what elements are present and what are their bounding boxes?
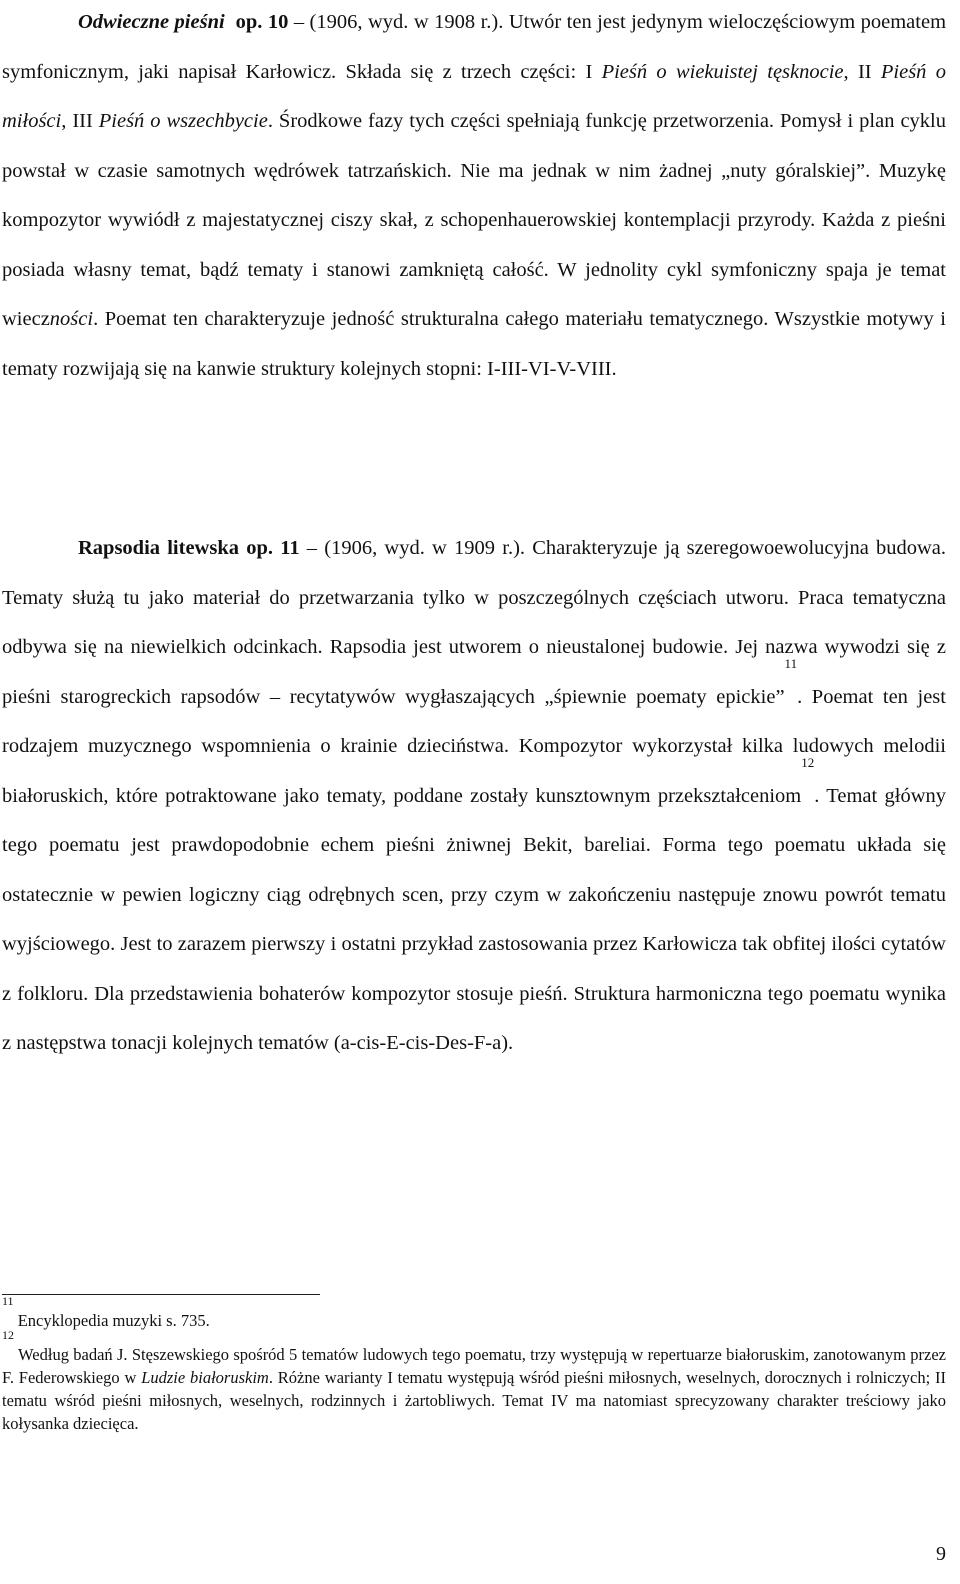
footnote-12-italic-title: Ludzie białoruskim bbox=[141, 1368, 269, 1387]
paragraph1-body-b: . Poemat ten charakteryzuje jedność strukturalna całego materiału tematycznego. Wszystkie motywy i tematy rozwijają się na kanwie struktury kolejnych stopni: I-III-VI-V-VIII. bbox=[2, 308, 946, 380]
paragraph1-sep2: , III bbox=[61, 110, 99, 132]
footnote-12-text-b: . Różne warianty I tematu występują wśród pieśni miłosnych, weselnych, dorocznych i rolniczych; II tematu wśród pieśni miłosnych, weselnych, rodzinnych i żartobliwych. Temat IV ma natomiast sprecyzowany charakter treściowy jako kołysanka dziecięca. bbox=[2, 1368, 946, 1433]
paragraph2-text-a: – (1906, wyd. w 1909 r.). Charakteryzuje ją szeregowoewolucyjna budowa. Tematy służą tu jako materiał do przetwarzania tylko w poszczególnych częściach utworu. Praca tematyczna odbywa się na niewielkich odcinkach. Rapsodia jest utworem o nieustalonej budowie. Jej nazwa wywodzi się z pieśni starogreckich rapsodów – recytatywów wygłaszających „śpiewnie poematy epickie” bbox=[2, 537, 947, 708]
footnote-ref-11[interactable]: 11 bbox=[784, 655, 798, 671]
paragraph2-text-b: . Poemat ten jest rodzajem muzycznego wspomnienia o krainie dzieciństwa. Kompozytor wykorzystał kilka ludowych melodii białoruskich, które potraktowane jako tematy, poddane zostały kunsztownym przekształceniom bbox=[2, 685, 946, 807]
footnote-ref-12[interactable]: 12 bbox=[801, 754, 815, 770]
paragraph2-text-c: . Temat główny tego poematu jest prawdopodobnie echem pieśni żniwnej Bekit, bareliai. Forma tego poematu układa się ostatecznie w pewien logiczny ciąg odrębnych scen, przy czym w zakończeniu następuje znowu powrót tematu wyjściowego. Jest to zarazem pierwszy i ostatni przykład zastosowania przez Karłowicza tak obfitej ilości cytatów z folkloru. Dla przedstawienia bohaterów kompozytor stosuje pieśń. Struktura harmoniczna tego poematu wynika z następstwa tonacji kolejnych tematów (a-cis-E-cis-Des-F-a). bbox=[2, 784, 946, 1054]
footnote-number-11: 11 bbox=[2, 1294, 14, 1308]
paragraph1-body-italic: ności bbox=[49, 308, 94, 330]
page-number: 9 bbox=[936, 1543, 946, 1565]
work-title-rapsodia-litewska: Rapsodia litewska bbox=[78, 537, 239, 559]
opus-number-10: op. 10 bbox=[235, 11, 289, 33]
paragraph1-sep1: , II bbox=[843, 60, 881, 83]
part3-title: Pieśń o wszechbycie bbox=[98, 110, 268, 132]
footnote-number-12: 12 bbox=[2, 1328, 14, 1342]
footnote-12-text-a: Według badań J. Stęszewskiego spośród 5 tematów ludowych tego poematu, trzy występują w repertuarze białoruskim, zanotowanym przez F. Federowskiego w bbox=[2, 1345, 946, 1387]
paragraph1-body-a: . Środkowe fazy tych części spełniają funkcję przetworzenia. Pomysł i plan cyklu powstał w czasie samotnych wędrówek tatrzańskich. Nie ma jednak w nim żadnej „nuty góralskiej”. Muzykę kompozytor wywiódł z majestatycznej ciszy skał, z schopenhauerowskiej kontemplacji przyrody. Każda z pieśni posiada własny temat, bądź tematy i stanowi zamkniętą całość. W jednolity cykl symfoniczny spaja je temat wiecz bbox=[2, 110, 946, 330]
part1-title: Pieśń o wiekuistej tęsknocie bbox=[601, 60, 844, 83]
footnote-separator bbox=[2, 1294, 320, 1295]
paragraph1-intro: – (1906, wyd. w 1908 r.). Utwór ten jest jedynym wieloczęściowym poematem symfonicznym, jaki napisał Karłowicz. Składa się z trzech części: I bbox=[2, 11, 947, 83]
footnote-12 bbox=[2, 1328, 946, 1435]
part2-title: Pieśń o miłości bbox=[2, 60, 946, 132]
work-title-odwieczne-piesni: Odwieczne pieśni bbox=[78, 11, 225, 33]
opus-number-11: op. 11 bbox=[246, 537, 300, 559]
paragraph-rapsodia-litewska bbox=[2, 524, 946, 1069]
paragraph-odwieczne-piesni bbox=[2, 0, 946, 394]
footnote-11 bbox=[2, 1294, 946, 1332]
footnote-11-text: Encyklopedia muzyki s. 735. bbox=[13, 1311, 210, 1330]
